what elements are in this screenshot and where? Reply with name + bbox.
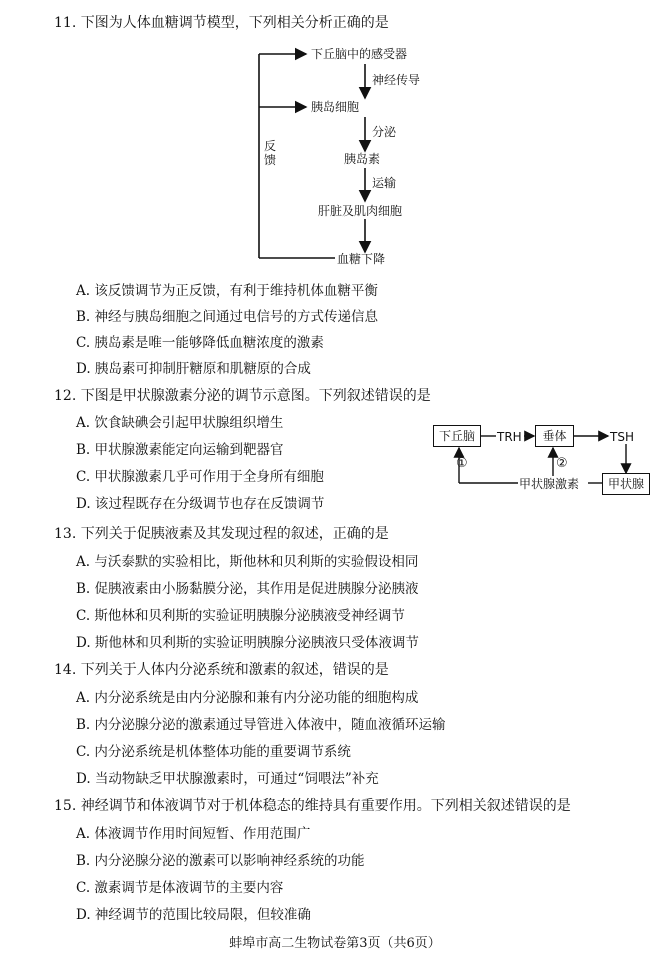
diagram-box-pituitary: 垂体 — [535, 425, 574, 447]
diagram-label-thyroid-hormone: 甲状腺激素 — [519, 477, 580, 491]
q14-option-a: A. 内分泌系统是由内分泌腺和兼有内分泌功能的细胞构成 — [76, 690, 419, 706]
diagram-marker-2: ② — [556, 456, 568, 471]
question-13-stem: 13. 下列关于促胰液素及其发现过程的叙述，正确的是 — [54, 526, 389, 542]
diagram-node-blood-sugar-drop: 血糖下降 — [337, 252, 386, 266]
diagram-marker-1: ① — [456, 456, 468, 471]
diagram-node-islet-cells: 胰岛细胞 — [311, 100, 360, 114]
diagram-edge-secretion: 分泌 — [372, 125, 397, 139]
diagram-label-tsh: TSH — [610, 430, 634, 444]
q13-option-b: B. 促胰液素由小肠黏膜分泌，其作用是促进胰腺分泌胰液 — [76, 581, 419, 597]
q11-option-a: A. 该反馈调节为正反馈，有利于维持机体血糖平衡 — [76, 283, 378, 299]
diagram-node-insulin: 胰岛素 — [344, 152, 381, 166]
q15-option-b: B. 内分泌腺分泌的激素可以影响神经系统的功能 — [76, 853, 365, 869]
q14-option-b: B. 内分泌腺分泌的激素通过导管进入体液中，随血液循环运输 — [76, 717, 446, 733]
q12-option-d: D. 该过程既存在分级调节也存在反馈调节 — [76, 496, 325, 512]
q14-option-c: C. 内分泌系统是机体整体功能的重要调节系统 — [76, 744, 351, 760]
q14-option-d: D. 当动物缺乏甲状腺激素时，可通过“饲喂法”补充 — [76, 771, 379, 787]
q15-option-c: C. 激素调节是体液调节的主要内容 — [76, 880, 284, 896]
q13-option-d: D. 斯他林和贝利斯的实验证明胰腺分泌胰液只受体液调节 — [76, 635, 419, 651]
q12-option-b: B. 甲状腺激素能定向运输到靶器官 — [76, 442, 284, 458]
diagram-label-trh: TRH — [497, 430, 522, 444]
diagram-node-hypothalamus-receptor: 下丘脑中的感受器 — [311, 47, 408, 61]
question-14-stem: 14. 下列关于人体内分泌系统和激素的叙述，错误的是 — [54, 662, 389, 678]
q13-option-a: A. 与沃泰默的实验相比，斯他林和贝利斯的实验假设相同 — [76, 554, 419, 570]
q15-option-a: A. 体液调节作用时间短暂、作用范围广 — [76, 826, 311, 842]
q12-option-c: C. 甲状腺激素几乎可作用于全身所有细胞 — [76, 469, 324, 485]
diagram-box-hypothalamus: 下丘脑 — [433, 425, 481, 447]
q11-option-c: C. 胰岛素是唯一能够降低血糖浓度的激素 — [76, 335, 324, 351]
q15-option-d: D. 神经调节的范围比较局限，但较准确 — [76, 907, 311, 923]
diagram-feedback-label: 反馈 — [264, 139, 277, 167]
q13-option-c: C. 斯他林和贝利斯的实验证明胰腺分泌胰液受神经调节 — [76, 608, 405, 624]
diagram-edge-nerve-conduction: 神经传导 — [372, 73, 421, 87]
diagram-box-thyroid: 甲状腺 — [602, 473, 650, 495]
page-footer: 蚌埠市高二生物试卷第3页（共6页） — [229, 936, 441, 951]
question-12-stem: 12. 下图是甲状腺激素分泌的调节示意图。下列叙述错误的是 — [54, 388, 431, 404]
question-11-stem: 11. 下图为人体血糖调节模型，下列相关分析正确的是 — [54, 15, 389, 31]
diagram-edge-transport: 运输 — [372, 176, 397, 190]
q12-option-a: A. 饮食缺碘会引起甲状腺组织增生 — [76, 415, 284, 431]
q11-option-b: B. 神经与胰岛细胞之间通过电信号的方式传递信息 — [76, 309, 379, 325]
diagram-node-liver-muscle: 肝脏及肌肉细胞 — [318, 204, 403, 218]
q11-option-d: D. 胰岛素可抑制肝糖原和肌糖原的合成 — [76, 361, 311, 377]
question-15-stem: 15. 神经调节和体液调节对于机体稳态的维持具有重要作用。下列相关叙述错误的是 — [54, 798, 571, 814]
